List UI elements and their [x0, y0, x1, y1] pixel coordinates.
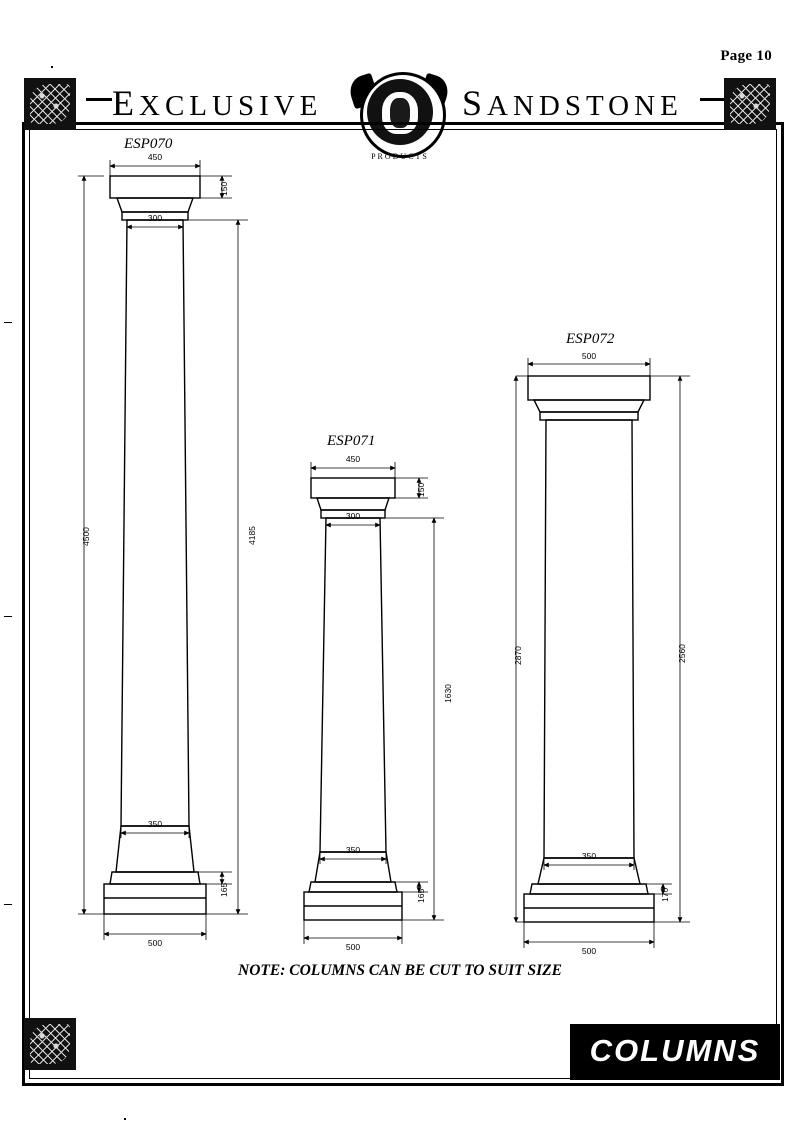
dim-esp070-base-width: 500: [147, 938, 163, 948]
corner-ornament-bottom-left-icon: [24, 1018, 76, 1070]
dim-esp070-shaft-bottom-width: 350: [147, 819, 163, 829]
scan-mark: [4, 616, 12, 617]
dim-esp071-base-width: 500: [345, 942, 361, 952]
scan-mark: [124, 1118, 126, 1120]
note-text: NOTE: COLUMNS CAN BE CUT TO SUIT SIZE: [238, 962, 562, 979]
logo-caption: PRODUCTS: [371, 152, 429, 161]
dim-esp070-cap-width: 450: [147, 152, 163, 162]
dim-esp070-overall-height: 4500: [81, 527, 91, 546]
dim-esp071-base-height: 165: [416, 888, 426, 903]
dim-esp070-shaft-top-width: 300: [147, 213, 163, 223]
brand-word-right: SANDSTONE: [462, 83, 683, 123]
figure-label-esp071: ESP071: [327, 433, 376, 449]
masthead-rule-right: [700, 98, 724, 101]
corner-ornament-top-left-icon: [24, 78, 76, 130]
masthead-rule-left: [86, 98, 112, 101]
columns-banner-label: COLUMNS: [589, 1033, 761, 1068]
figure-label-esp070: ESP070: [124, 136, 173, 152]
dim-esp070-base-height: 165: [219, 882, 229, 897]
dim-esp070-cap-height: 150: [219, 181, 229, 196]
dim-esp072-inner-height: 2560: [677, 644, 687, 663]
dim-esp072-overall-height: 2870: [513, 646, 523, 665]
dim-esp072-cap-width: 500: [581, 351, 597, 361]
figure-label-esp072: ESP072: [566, 331, 615, 347]
dim-esp071-cap-height: 150: [416, 482, 426, 497]
dim-esp072-base-height: 170: [660, 887, 670, 902]
dim-esp072-shaft-bottom-width: 350: [581, 851, 597, 861]
dim-esp070-inner-height: 4185: [247, 526, 257, 545]
columns-banner: [570, 1024, 780, 1080]
dim-esp072-base-width: 500: [581, 946, 597, 956]
corner-ornament-top-right-icon: [724, 78, 776, 130]
scan-mark: [4, 322, 12, 323]
scan-mark: [4, 904, 12, 905]
page-number: Page 10: [720, 48, 772, 64]
dim-esp071-inner-height: 1630: [443, 684, 453, 703]
scan-mark: [51, 66, 53, 68]
page-border-inner: [29, 129, 777, 1079]
brand-word-left: EXCLUSIVE: [112, 83, 323, 123]
dim-esp071-shaft-top-width: 300: [345, 511, 361, 521]
dim-esp071-shaft-bottom-width: 350: [345, 845, 361, 855]
dim-esp071-cap-width: 450: [345, 454, 361, 464]
